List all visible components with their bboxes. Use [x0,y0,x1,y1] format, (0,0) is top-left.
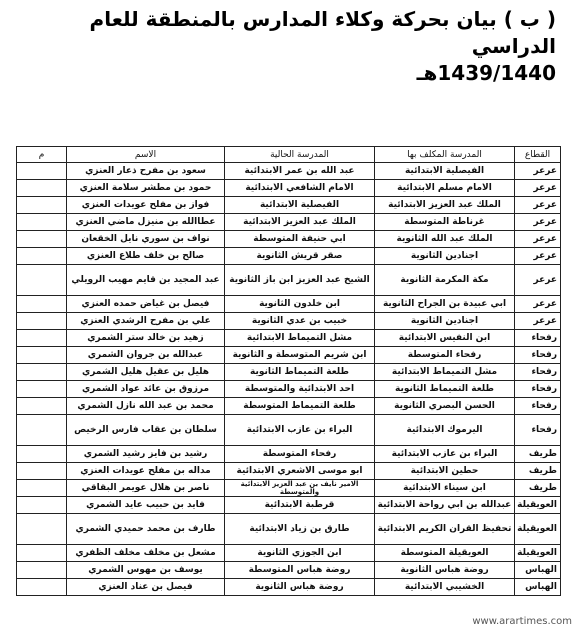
cell-number [17,446,67,463]
cell-sector: العويقيلة [515,497,561,514]
cell-number [17,214,67,231]
cell-name: سعود بن مفرح ذعار العنزي [67,163,225,180]
watermark: www.arartimes.com [472,616,572,627]
cell-current-school: مشل التميماط الابتدائية [225,330,375,347]
cell-sector: عرعر [515,296,561,313]
cell-name: مشعل بن مخلف مخلف الظفري [67,545,225,562]
cell-current-school: روضة هباس المتوسطة [225,562,375,579]
cell-name: صالح بن خلف طلاع العنزي [67,248,225,265]
transfers-table [16,146,561,596]
cell-sector: العويقيلة [515,545,561,562]
table-row [17,214,561,231]
table-row [17,398,561,415]
cell-assigned-school: حطين الابتدائية [375,463,515,480]
table-row [17,248,561,265]
cell-current-school: احد الابتدائية والمتوسطة [225,381,375,398]
cell-assigned-school: الفيصلية الابتدائية [375,163,515,180]
cell-sector: عرعر [515,313,561,330]
cell-number [17,545,67,562]
cell-current-school: خبيب بن عدي الثانوية [225,313,375,330]
document-title [16,6,556,87]
cell-number [17,313,67,330]
cell-number [17,381,67,398]
table-row [17,296,561,313]
cell-name: رشيد بن فايز رشيد الشمري [67,446,225,463]
table-row [17,330,561,347]
table-row [17,415,561,446]
table-row [17,364,561,381]
cell-assigned-school: اجنادين الثانوية [375,313,515,330]
cell-number [17,364,67,381]
cell-sector: عرعر [515,265,561,296]
cell-sector: عرعر [515,163,561,180]
cell-assigned-school: تحفيظ القران الكريم الابتدائية [375,514,515,545]
cell-assigned-school: ابن سيناء الابتدائية [375,480,515,497]
cell-assigned-school: طلعة التميماط الثانوية [375,381,515,398]
cell-current-school: الامام الشافعي الابتدائية [225,180,375,197]
table-row [17,197,561,214]
cell-assigned-school: مشل التميماط الابتدائية [375,364,515,381]
cell-sector: عرعر [515,197,561,214]
table-body [17,163,561,596]
cell-name: فيصل بن عناد العنزي [67,579,225,596]
header-current-school: المدرسة الحالية [225,147,375,163]
title-line-2: 1439/1440هـ [416,61,556,85]
cell-current-school: رفحاء المتوسطة [225,446,375,463]
cell-assigned-school: العويقيلة المتوسطة [375,545,515,562]
table-row [17,514,561,545]
cell-name: يوسف بن مهوس الشمري [67,562,225,579]
cell-sector: عرعر [515,180,561,197]
cell-number [17,579,67,596]
cell-sector: عرعر [515,248,561,265]
cell-number [17,265,67,296]
cell-sector: رفحاء [515,330,561,347]
title-line-1: ( ب ) بيان بحركة وكلاء المدارس بالمنطقة للعام الدراسي [89,7,556,58]
cell-number [17,514,67,545]
cell-sector: عرعر [515,231,561,248]
cell-current-school: روضة هباس الثانوية [225,579,375,596]
cell-current-school: طلعة التميماط المتوسطة [225,398,375,415]
cell-assigned-school: ابي عبيدة بن الجراح الثانوية [375,296,515,313]
cell-number [17,480,67,497]
header-number: م [17,147,67,163]
cell-name: مرزوق بن عائد عواد الشمري [67,381,225,398]
cell-current-school: ابن الجوزي الثانوية [225,545,375,562]
cell-name: سلطان بن عقاب فارس الرخيص [67,415,225,446]
cell-sector: طريف [515,446,561,463]
cell-name: مداله بن مفلح عويدات العنزي [67,463,225,480]
table-header-row [17,147,561,163]
table-row [17,265,561,296]
cell-number [17,415,67,446]
cell-name: فايد بن حبيب عايد الشمري [67,497,225,514]
cell-number [17,347,67,364]
cell-sector: الهباس [515,562,561,579]
table-row [17,579,561,596]
cell-name: فواز بن مفلح عويدات العنزي [67,197,225,214]
cell-current-school: ابي حنيفة المتوسطة [225,231,375,248]
cell-current-school: طارق بن زياد الابتدائية [225,514,375,545]
cell-number [17,163,67,180]
cell-number [17,463,67,480]
cell-name: عبد المجيد بن قايم مهيب الرويلي [67,265,225,296]
cell-name: فيصل بن غياض حمده العنزي [67,296,225,313]
cell-current-school: قرطبة الابتدائية [225,497,375,514]
header-assigned-school: المدرسة المكلف بها [375,147,515,163]
cell-sector: عرعر [515,214,561,231]
cell-name: ناصر بن هلال عويمر البقاقي [67,480,225,497]
cell-assigned-school: الخشيبي الابتدائية [375,579,515,596]
table-row [17,446,561,463]
table-row [17,347,561,364]
cell-name: علي بن مفرح الرشدي العنزي [67,313,225,330]
cell-assigned-school: البراء بن عازب الابتدائية [375,446,515,463]
table-row [17,163,561,180]
cell-sector: الهباس [515,579,561,596]
cell-current-school: الشيخ عبد العزيز ابن باز الثانوية [225,265,375,296]
table-row [17,497,561,514]
cell-sector: طريف [515,463,561,480]
cell-current-school: عبد الله بن عمر الابتدائية [225,163,375,180]
cell-name: حمود بن مطشر سلامة العنزي [67,180,225,197]
cell-current-school: ابن شريم المتوسطة و الثانوية [225,347,375,364]
cell-name: هليل بن عقيل هليل الشمري [67,364,225,381]
cell-assigned-school: الحسن البصري الثانوية [375,398,515,415]
cell-number [17,562,67,579]
cell-current-school: صقر قريش الثانوية [225,248,375,265]
cell-current-school: الملك عبد العزيز الابتدائية [225,214,375,231]
table-row [17,480,561,497]
cell-name: محمد بن عبد الله نازل الشمري [67,398,225,415]
table-row [17,463,561,480]
cell-assigned-school: اجنادين الثانوية [375,248,515,265]
cell-name: عطاالله بن منيزل ماضي العنزي [67,214,225,231]
cell-sector: رفحاء [515,398,561,415]
cell-sector: رفحاء [515,347,561,364]
cell-number [17,248,67,265]
cell-sector: رفحاء [515,415,561,446]
cell-name: عبدالله بن جروان الشمري [67,347,225,364]
cell-number [17,398,67,415]
cell-assigned-school: ابن النفيس الابتدائية [375,330,515,347]
cell-current-school: ابن خلدون الثانوية [225,296,375,313]
cell-number [17,296,67,313]
table-row [17,545,561,562]
cell-assigned-school: عبدالله بن ابي رواحة الابتدائية [375,497,515,514]
table-row [17,231,561,248]
cell-assigned-school: الملك عبد الله الثانوية [375,231,515,248]
cell-current-school: الامير نايف بن عبد العزيز الابتدائية والمتوسطة [225,480,375,497]
cell-current-school: ابو موسى الاشعري الابتدائية [225,463,375,480]
cell-assigned-school: غرناطة المتوسطة [375,214,515,231]
cell-assigned-school: رفحاء المتوسطة [375,347,515,364]
cell-number [17,180,67,197]
table-row [17,313,561,330]
header-sector: القطاع [515,147,561,163]
cell-number [17,231,67,248]
cell-sector: طريف [515,480,561,497]
table-row [17,180,561,197]
cell-assigned-school: اليرموك الابتدائية [375,415,515,446]
cell-name: طارف بن محمد حميدي الشمري [67,514,225,545]
cell-assigned-school: مكة المكرمة الثانوية [375,265,515,296]
cell-name: زهيد بن خالد ستر الشمري [67,330,225,347]
cell-number [17,197,67,214]
header-name: الاسم [67,147,225,163]
cell-current-school: الفيصلية الابتدائية [225,197,375,214]
cell-number [17,497,67,514]
cell-assigned-school: الامام مسلم الابتدائية [375,180,515,197]
cell-assigned-school: الملك عبد العزيز الابتدائية [375,197,515,214]
table-row [17,381,561,398]
cell-sector: العويقيلة [515,514,561,545]
table-row [17,562,561,579]
cell-current-school: طلعة التميماط الثانوية [225,364,375,381]
cell-number [17,330,67,347]
cell-name: نواف بن سوري نايل الخقعان [67,231,225,248]
cell-sector: رفحاء [515,364,561,381]
cell-current-school: البراء بن عازب الابتدائية [225,415,375,446]
cell-sector: رفحاء [515,381,561,398]
cell-assigned-school: روضة هباس الثانوية [375,562,515,579]
